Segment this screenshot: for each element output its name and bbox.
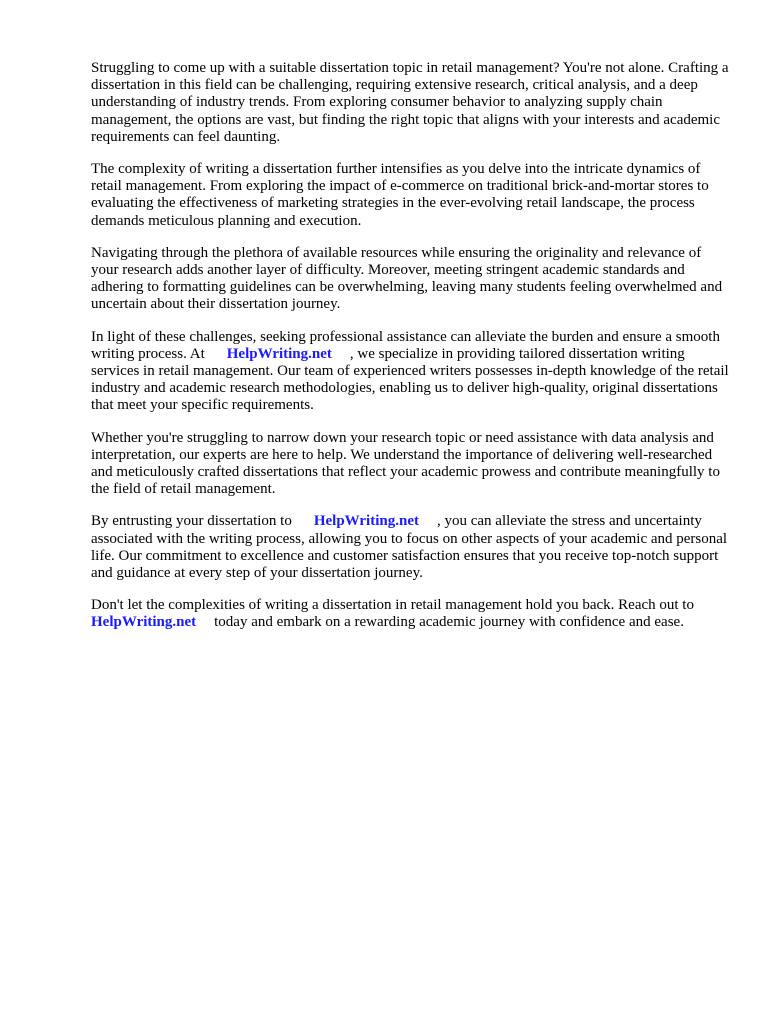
paragraph-entrusting-text-before: By entrusting your dissertation to (91, 513, 292, 530)
paragraph-intro: Struggling to come up with a suitable dissertation topic in retail management? You're not alone. Crafting a dissertation in this field can be challenging, requiring extensive research, critical analysis, and a deep understanding of industry trends. From exploring consumer behavior to analyzing supply chain management, the options are vast, but finding the right topic that aligns with your interests and academic requirements can feel daunting. (91, 60, 729, 145)
paragraph-closing (91, 597, 731, 631)
paragraph-support: Whether you're struggling to narrow down your research topic or need assistance with data analysis and interpretation, our experts are here to help. We understand the importance of delivering well-researched and meticulously crafted dissertations that reflect your academic prowess and contribute meaningfully to the field of retail management. (91, 429, 720, 498)
paragraph-assistance-text-before: In light of these challenges, seeking professional assistance can alleviate the burden and ensure a smooth writing process. At (91, 328, 720, 362)
paragraph-entrusting (91, 513, 731, 582)
paragraph-closing-text-after: today and embark on a rewarding academic journey with confidence and ease. (214, 614, 684, 631)
helpwriting-link-3[interactable]: HelpWriting.net (91, 614, 197, 631)
paragraph-closing-text-before: Don't let the complexities of writing a dissertation in retail management hold you back. Reach out to (91, 597, 694, 614)
paragraph-assistance-text-after: , we specialize in providing tailored dissertation writing services in retail management. Our team of experienced writers possesses in-depth knowledge of the retail industry and academic research methodologies, enabling us to deliver high-quality, original dissertations that meet your specific requirements. (91, 345, 729, 414)
paragraph-complexity: The complexity of writing a dissertation further intensifies as you delve into the intricate dynamics of retail management. From exploring the impact of e-commerce on traditional brick-and-mortar stores to evaluating the effectiveness of marketing strategies in the ever-evolving retail landscape, the process demands meticulous planning and execution. (91, 161, 709, 229)
paragraph-resources: Navigating through the plethora of available resources while ensuring the originality and relevance of your research adds another layer of difficulty. Moreover, meeting stringent academic standards and adhering to formatting guidelines can be overwhelming, leaving many students feeling overwhelmed and uncertain about their dissertation journey. (91, 244, 723, 313)
paragraph-assistance (91, 329, 731, 415)
helpwriting-link-2[interactable]: HelpWriting.net (313, 513, 419, 530)
helpwriting-link-1[interactable]: HelpWriting.net (226, 345, 332, 362)
paragraph-entrusting-text-after: , you can alleviate the stress and uncertainty associated with the writing process, allowing you to focus on other aspects of your academic and personal life. Our commitment to excellence and customer satisfaction ensures that you receive top-notch support and guidance at every step of your dissertation journey. (91, 513, 728, 582)
document-body (91, 60, 731, 647)
